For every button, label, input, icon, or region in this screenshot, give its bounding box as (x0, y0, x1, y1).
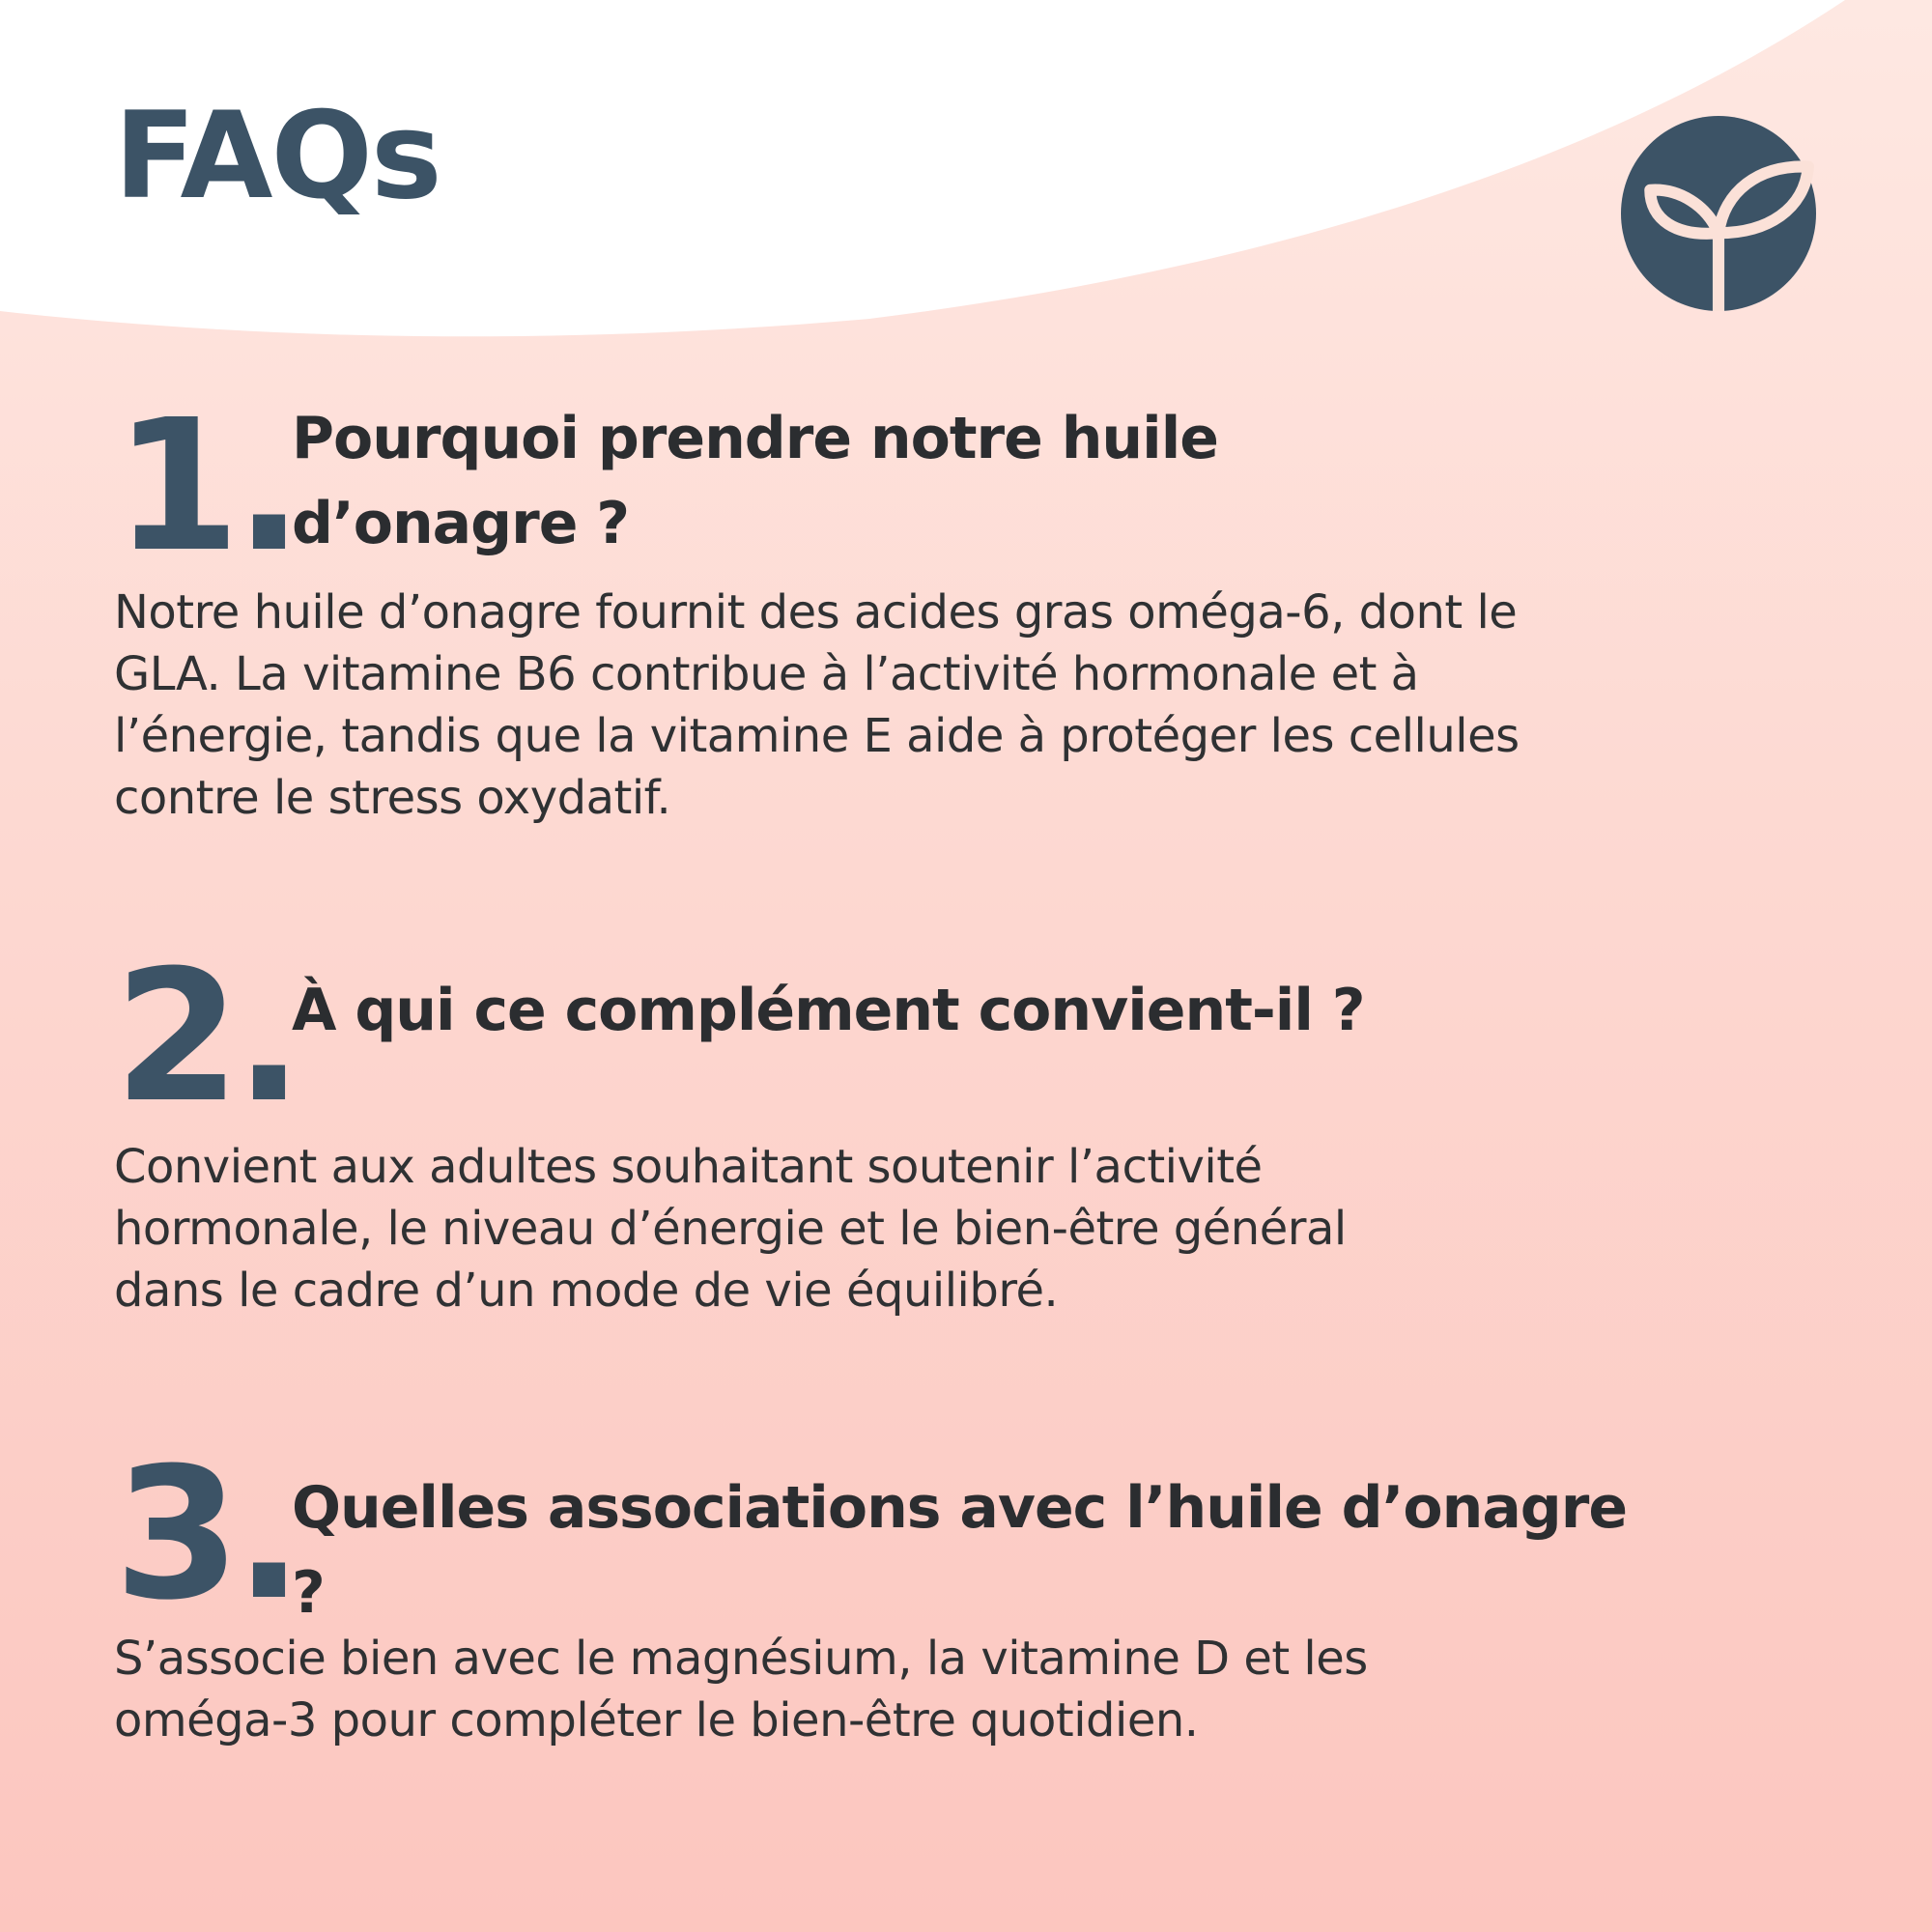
faq-answer: S’associe bien avec le magnésium, la vitamine D et les oméga-3 pour compléter le bien-être quotidien. (114, 1632, 1368, 1747)
faq-answer: Notre huile d’onagre fournit des acides gras oméga-6, dont le GLA. La vitamine B6 contribue à l’activité hormonale et à l’énergie, tandis que la vitamine E aide à protéger les cellules contre le stress oxydatif. (114, 585, 1520, 825)
faq-number: 3. (114, 1429, 298, 1640)
faq-question: Quelles associations avec l’huile d’onagre ? (292, 1474, 1628, 1627)
faq-number: 1. (114, 381, 298, 592)
page-title: FAQs (114, 87, 440, 226)
sprout-icon (1621, 116, 1816, 311)
faq-answer: Convient aux adultes souhaitant soutenir l’activité hormonale, le niveau d’énergie et le bien-être général dans le cadre d’un mode de vie équilibré. (114, 1140, 1347, 1318)
faq-question: À qui ce complément convient-il ? (292, 977, 1365, 1044)
faq-number: 2. (114, 931, 298, 1143)
faq-question: Pourquoi prendre notre huile d’onagre ? (292, 405, 1218, 557)
